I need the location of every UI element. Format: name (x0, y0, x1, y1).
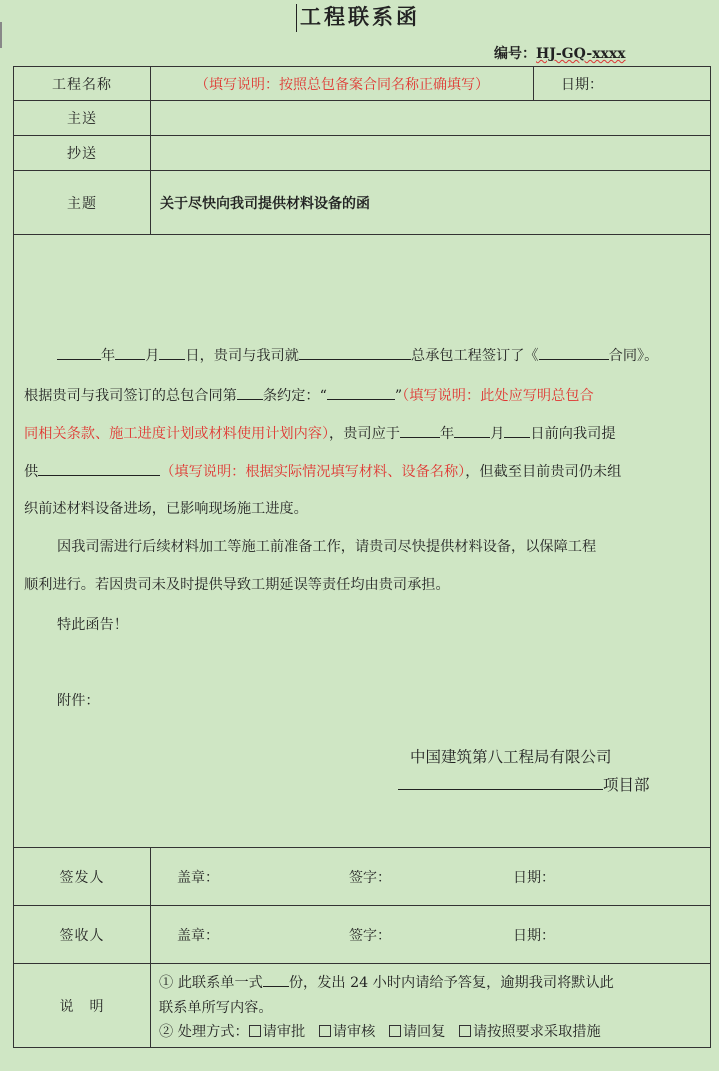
issuer-date-label: 日期： (513, 870, 555, 886)
send-to-field[interactable] (151, 101, 711, 136)
project-dept: 项目部 (398, 775, 688, 795)
option-reply-checkbox[interactable] (389, 1025, 401, 1037)
issuer-seal-label: 盖章： (177, 870, 219, 886)
contact-form-table (13, 66, 711, 1048)
text-cursor (296, 4, 297, 32)
note-1-line-2: 联系单所写内容。 (159, 1000, 273, 1016)
document-title: 工程联系函 (300, 4, 420, 29)
company-name: 中国建筑第八工程局有限公司 (410, 748, 612, 766)
letter-body[interactable] (14, 235, 711, 848)
subject-field[interactable]: 关于尽快向我司提供材料设备的函 (151, 171, 711, 235)
project-name-label: 工程名称 (14, 67, 151, 101)
closing-text: 特此函告！ (57, 617, 128, 633)
project-name-field[interactable]: （填写说明：按照总包备案合同名称正确填写） (151, 67, 534, 101)
receiver-seal-label: 盖章： (177, 928, 219, 944)
notes-label: 说 明 (14, 964, 151, 1048)
body-line-4: 供 （填写说明：根据实际情况填写材料、设备名称），但截至目前贵司仍未组 (24, 461, 702, 482)
cc-label: 抄送 (14, 136, 151, 171)
body-line-2: 根据贵司与我司签订的总包合同第 条约定：“ ”（填写说明：此处应写明总包合 (24, 385, 702, 406)
receiver-label: 签收人 (14, 906, 151, 964)
notes-content (151, 964, 711, 1048)
send-to-label: 主送 (14, 101, 151, 136)
option-approve-checkbox[interactable] (249, 1025, 261, 1037)
doc-no-label: 编号： (494, 46, 536, 62)
note-1-line-1: ① 此联系单一式 份，发出 24 小时内请给予答复，逾期我司将默认此 (159, 972, 614, 993)
receiver-sign-label: 签字： (349, 928, 391, 944)
subject-label: 主题 (14, 171, 151, 235)
receiver-signoff-field[interactable] (151, 906, 711, 964)
doc-no-value[interactable]: HJ-GQ-xxxx (536, 46, 626, 62)
issuer-label: 签发人 (14, 848, 151, 906)
option-review-checkbox[interactable] (319, 1025, 331, 1037)
note-2-line: ② 处理方式： 请审批 请审核 请回复 请按照要求采取措施 (159, 1024, 601, 1040)
option-measures-checkbox[interactable] (459, 1025, 471, 1037)
body-line-3: 同相关条款、施工进度计划或材料使用计划内容），贵司应于 年 月 日前向我司提 (24, 423, 702, 444)
left-margin-mark (0, 22, 2, 48)
body-para-2-line-1: 因我司需进行后续材料加工等施工前准备工作，请贵司尽快提供材料设备，以保障工程 (57, 539, 597, 555)
body-line-1: 年 月 日，贵司与我司就 总承包工程签订了《 合同》。 (24, 345, 702, 366)
body-line-5: 织前述材料设备进场，已影响现场施工进度。 (24, 501, 308, 517)
attachment-label: 附件： (57, 693, 100, 709)
issuer-sign-label: 签字： (349, 870, 391, 886)
cc-field[interactable] (151, 136, 711, 171)
issuer-signoff-field[interactable] (151, 848, 711, 906)
date-field[interactable]: 日期： (534, 67, 711, 101)
receiver-date-label: 日期： (513, 928, 555, 944)
body-para-2-line-2: 顺利进行。若因贵司未及时提供导致工期延误等责任均由贵司承担。 (24, 577, 450, 593)
document-number (494, 44, 626, 64)
